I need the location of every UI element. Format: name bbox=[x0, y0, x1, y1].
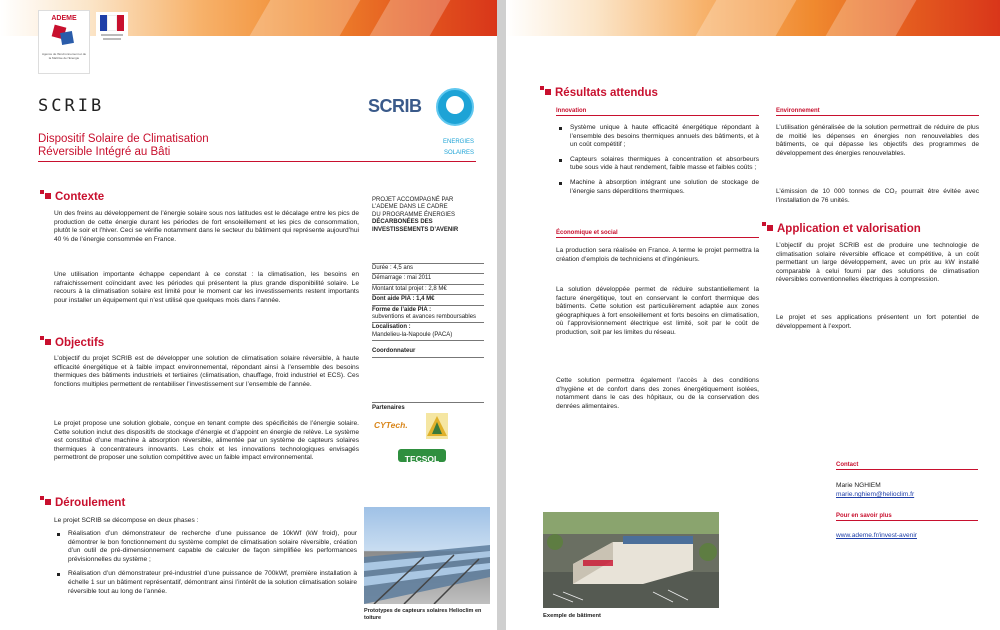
ademe-logo-label: ADEME bbox=[51, 15, 77, 22]
environnement-paragraph-2: L’émission de 10 000 tonnes de CO₂ pourrait être évitée avec l’installation de 76 unités. bbox=[776, 188, 979, 204]
ademe-caption: Agence de l'Environnement et de la Maîtrise de l'Energie bbox=[41, 52, 87, 60]
fact-localisation-label: Localisation : bbox=[372, 324, 411, 331]
economique-paragraph-1: La production sera réalisée en France. A terme le projet permettra la création d’emplois de techniciens et d’ingénieurs. bbox=[556, 247, 759, 263]
document-page-2 bbox=[506, 0, 1000, 630]
deroulement-item: Réalisation d’un démonstrateur de recherche d’une puissance de 10kWf (kW froid), pour démontrer le bon fonctionnement du système complet de climatisation solaire réversible, création d’un outil de pré-dimensionnement capable de calculer de façon simplifiée les performances prévisionnelles du système ; bbox=[54, 530, 357, 564]
heading-bullet-icon bbox=[45, 499, 51, 505]
ademe-logo bbox=[38, 10, 90, 74]
application-paragraph-1: L’objectif du projet SCRIB est de produire une technologie de climatisation solaire réversible efficace et compétitive, à un coût permettant un large développement, avec un prix au kW installé comparable à celui fourni par des solutions de climatisation réversibles conventionnelles électriques à compression. bbox=[776, 242, 979, 284]
fact-forme bbox=[372, 306, 484, 324]
document-page-1 bbox=[0, 0, 497, 630]
contact-email-link[interactable]: marie.nghiem@helioclim.fr bbox=[836, 491, 915, 498]
heading-bullet-icon bbox=[40, 190, 44, 194]
partenaires-heading: Partenaires bbox=[372, 402, 484, 412]
contexte-paragraph-1: Un des freins au développement de l’énergie solaire sous nos latitudes est le décalage entre les pics de production de cette énergie durant les périodes de fort ensoleillement et les pics de consommation, plutôt le soir et l’hiver. Ceci se vérifie notamment dans le secteur du bâtiment qui représente aujourd’hui 40 % de l’énergie consommée en France. bbox=[54, 210, 359, 243]
header-color-band bbox=[506, 0, 1000, 36]
solar-collectors-photo bbox=[364, 507, 490, 604]
innovation-item: Capteurs solaires thermiques à concentration et absorbeurs tube sous vide à haut rendement, faible masse et faibles coûts ; bbox=[556, 156, 759, 173]
solar-collectors-illustration bbox=[364, 507, 490, 604]
programme-box bbox=[372, 197, 484, 234]
ademe-emblem-icon bbox=[39, 22, 89, 52]
economique-paragraph-3: Cette solution permettra également l’accès à des conditions d’hygiène et de confort dans des zones énergétiquement isolées, notamment dans le cas des hôpitaux, ou de la conservation des denrées alimentaires. bbox=[556, 377, 759, 410]
republique-logo bbox=[96, 12, 128, 52]
innovation-list bbox=[556, 124, 759, 202]
application-heading bbox=[762, 222, 921, 235]
building-illustration bbox=[543, 512, 719, 608]
fact-duree: Durée : 4,5 ans bbox=[372, 263, 484, 274]
heading-bullet-icon bbox=[762, 222, 766, 226]
heading-bullet-icon bbox=[545, 89, 551, 95]
partner-logo-tecsol bbox=[398, 449, 446, 462]
objectifs-paragraph-1: L’objectif du projet SCRIB est de développer une solution de climatisation solaire réversible, à haute efficacité énergétique et à faible impact environnemental, répondant ainsi à l’ensemble des besoins thermiques des bâtiments industriels et tertiaires (climatisation, chauffage, froid industriel et ECS). Ces fonctions multiples permettent de rentabiliser l’investissement sur l’ensemble de l’année. bbox=[54, 355, 359, 388]
heading-bullet-icon bbox=[40, 496, 44, 500]
more-info-heading: Pour en savoir plus bbox=[836, 513, 978, 521]
heading-bullet-icon bbox=[45, 339, 51, 345]
environnement-paragraph-1: L’utilisation généralisée de la solution permettrait de réduire de plus de moitié les dépenses en énergies non renouvelables des bâtiments, ce qui dépasse les objectifs des programmes de développement des énergies renouvelables. bbox=[776, 124, 979, 157]
building-caption: Exemple de bâtiment bbox=[543, 613, 601, 619]
heading-bullet-icon bbox=[45, 193, 51, 199]
contexte-heading bbox=[40, 190, 104, 203]
resultats-heading-text: Résultats attendus bbox=[555, 87, 658, 99]
title-rule bbox=[38, 161, 476, 162]
fact-localisation-value: Mandelieu-la-Napoule (PACA) bbox=[372, 331, 453, 338]
energy-tag bbox=[440, 137, 474, 159]
resultats-heading bbox=[540, 86, 658, 99]
tag-line-2: SOLAIRES bbox=[443, 150, 474, 156]
programme-line: L’ADEME DANS LE CADRE bbox=[372, 204, 448, 211]
programme-line: DÉCARBONÉES DES bbox=[372, 219, 433, 226]
fact-aide: Dont aide PIA : 1,4 M€ bbox=[372, 295, 484, 305]
project-facts bbox=[372, 263, 484, 358]
scrib-wordmark: SCRIB bbox=[38, 96, 105, 116]
economique-heading: Économique et social bbox=[556, 230, 759, 238]
fact-localisation bbox=[372, 323, 484, 341]
innovation-item: Système unique à haute efficacité énergétique répondant à l’ensemble des besoins thermiques annuels des bâtiments, et à un coût compétitif ; bbox=[556, 124, 759, 150]
tag-line-1: ENERGIES bbox=[442, 139, 474, 145]
fact-demarrage: Démarrage : mai 2011 bbox=[372, 274, 484, 284]
programme-line: INVESTISSEMENTS D’AVENIR bbox=[372, 226, 459, 233]
contact-name: Marie NGHIEM bbox=[836, 482, 881, 489]
investissements-avenir-badge bbox=[436, 88, 474, 126]
partner-triangle-icon bbox=[425, 412, 449, 440]
partner-logo-cytech bbox=[374, 415, 420, 437]
application-paragraph-2: Le projet et ses applications présentent un fort potentiel de développement à l’export. bbox=[776, 314, 979, 330]
programme-line: PROJET ACCOMPAGNÉ PAR bbox=[372, 197, 454, 203]
contact-heading: Contact bbox=[836, 462, 978, 470]
contexte-heading-text: Contexte bbox=[55, 191, 105, 203]
economique-paragraph-2: La solution développée permet de réduire substantiellement la facture énergétique, tout en conservant le confort thermique des bâtiments. Cette solution est particulièrement adaptée aux zones géographiques à fort ensoleillement et forts besoins en climatisation, où l’approvisionnement électrique est limité, soit par le coût de production, soit par les limites du réseau. bbox=[556, 286, 759, 336]
document-title bbox=[38, 133, 209, 159]
heading-bullet-icon bbox=[540, 86, 544, 90]
fact-forme-label: Forme de l’aide PIA : bbox=[372, 306, 432, 313]
marianne-profile-icon bbox=[438, 90, 472, 124]
deroulement-heading-text: Déroulement bbox=[55, 497, 126, 509]
objectifs-heading bbox=[40, 336, 104, 349]
ademe-invest-link[interactable]: www.ademe.fr/invest-avenir bbox=[836, 532, 917, 539]
partner-cytech-label: CYTech. bbox=[374, 420, 408, 430]
contexte-paragraph-2: Une utilisation importante échappe cependant à ce constat : la climatisation, les besoins en rafraichissement coïncidant avec les périodes qui présentent la plus grande disponibilité solaire. Le recours à la climatisation solaire est limité pour le moment car les investissements restent importants pour installer un équipement qui n’est utilisé que quelques mois dans l’année. bbox=[54, 271, 359, 304]
fact-forme-value: subventions et avances remboursables bbox=[372, 314, 477, 321]
application-heading-text: Application et valorisation bbox=[777, 223, 921, 235]
objectifs-paragraph-2: Le projet propose une solution globale, conçue en tenant compte des spécificités de l’énergie solaire. Cette solution inclut des dispositifs de stockage d’énergie et d’appoint en énergie de relève. Le système est constitué d’une machine à absorption réversible, alimentée par un système de capteurs solaires thermiques à concentrateurs innovants. Les choix et les innovations technologiques envisagés permettront de proposer une solution compétitive avec un faible impact environnemental. bbox=[54, 420, 359, 462]
deroulement-intro: Le projet SCRIB se décompose en deux phases : bbox=[54, 517, 199, 524]
environnement-heading: Environnement bbox=[776, 108, 979, 116]
deroulement-item: Réalisation d’un démonstrateur pré-industriel d’une puissance de 700kWf, première installation à échelle 1 sur un bâtiment représentatif, démontrant ainsi l’intérêt de la solution climatisation solaire réversible tout au long de l’année. bbox=[54, 570, 357, 596]
photo-caption: Prototypes de capteurs solaires Helioclim en toiture bbox=[364, 608, 482, 621]
objectifs-heading-text: Objectifs bbox=[55, 337, 105, 349]
title-line-2: Réversible Intégré au Bâti bbox=[38, 146, 171, 158]
deroulement-heading bbox=[40, 496, 125, 509]
title-line-1: Dispositif Solaire de Climatisation bbox=[38, 133, 209, 145]
fact-coordonnateur: Coordonnateur bbox=[372, 347, 484, 357]
fact-montant: Montant total projet : 2,8 M€ bbox=[372, 285, 484, 295]
partner-tecsol-label: TECSOL bbox=[404, 454, 440, 464]
innovation-heading: Innovation bbox=[556, 108, 759, 116]
scrib-logo bbox=[368, 96, 422, 117]
heading-bullet-icon bbox=[767, 225, 773, 231]
heading-bullet-icon bbox=[40, 336, 44, 340]
scrib-logo-text: SCRIB bbox=[368, 96, 422, 116]
deroulement-list bbox=[54, 530, 357, 602]
innovation-item: Machine à absorption intégrant une solution de stockage de l’énergie sans déperditions thermiques. bbox=[556, 179, 759, 196]
building-example-image bbox=[543, 512, 719, 608]
partner-logo-triangle bbox=[425, 412, 449, 440]
programme-line: DU PROGRAMME ÉNERGIES bbox=[372, 211, 456, 218]
